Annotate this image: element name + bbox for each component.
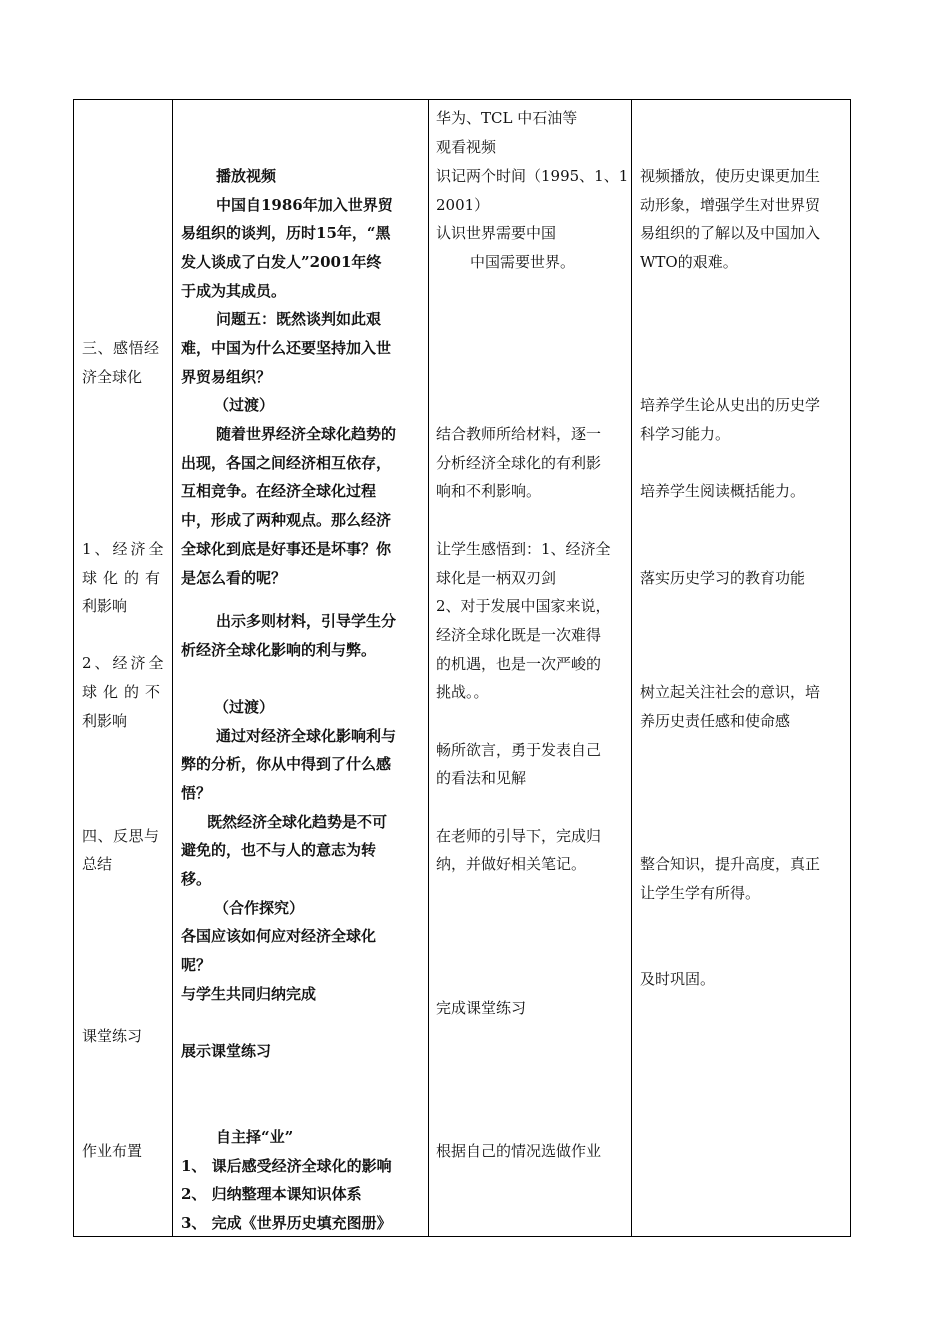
column-divider [428, 100, 429, 1236]
student-activity-line: 根据自己的情况选做作业 [436, 1142, 602, 1160]
teacher-activity-line: 随着世界经济全球化趋势的 [216, 425, 397, 443]
lesson-plan-table [73, 99, 851, 1237]
student-activity-line: 认识世界需要中国 [436, 224, 557, 242]
section-heading: 利影响 [82, 597, 128, 615]
design-intent-line: 让学生学有所得。 [640, 884, 761, 902]
teacher-activity-line: 展示课堂练习 [181, 1042, 272, 1060]
section-heading: 三、感悟经 [82, 339, 160, 357]
section-heading: 2、经济全 [82, 654, 167, 672]
teacher-activity-line: 易组织的谈判，历时15年，“黑 [181, 224, 391, 242]
teacher-activity-line: 悟？ [181, 784, 212, 802]
student-activity-line: 挑战。。 [436, 683, 489, 701]
teacher-activity-line: 出示多则材料，引导学生分 [216, 612, 397, 630]
teacher-activity-line: 与学生共同归纳完成 [181, 985, 317, 1003]
teacher-activity-line: 自主择“业” [216, 1128, 294, 1146]
teacher-activity-line: 发人谈成了白发人”2001年终 [181, 253, 382, 271]
teacher-activity-line: 各国应该如何应对经济全球化 [181, 927, 377, 945]
student-activity-line: 让学生感悟到：1、经济全 [436, 540, 611, 558]
student-activity-line: 华为、TCL 中石油等 [436, 109, 578, 127]
design-intent-line: 科学习能力。 [640, 425, 731, 443]
teacher-activity-line: 3、 完成《世界历史填充图册》 [181, 1214, 392, 1232]
teacher-activity-line: 2、 归纳整理本课知识体系 [181, 1185, 362, 1203]
student-activity-line: 2001） [436, 196, 490, 214]
column-divider [172, 100, 173, 1236]
teacher-activity-line: 难，中国为什么还要坚持加入世 [181, 339, 392, 357]
student-activity-line: 在老师的引导下，完成归 [436, 827, 602, 845]
design-intent-line: 培养学生论从史出的历史学 [640, 396, 821, 414]
student-activity-line: 球化是一柄双刃剑 [436, 569, 557, 587]
teacher-activity-line: 1、 课后感受经济全球化的影响 [181, 1157, 392, 1175]
section-heading: 1、经济全 [82, 540, 167, 558]
student-activity-line: 畅所欲言，勇于发表自己 [436, 741, 602, 759]
section-heading: 济全球化 [82, 368, 143, 386]
section-heading: 四、反思与 [82, 827, 160, 845]
student-activity-line: 完成课堂练习 [436, 999, 527, 1017]
design-intent-line: 养历史责任感和使命感 [640, 712, 791, 730]
teacher-activity-line: 呢？ [181, 956, 212, 974]
teacher-activity-line: 弊的分析，你从中得到了什么感 [181, 755, 392, 773]
student-activity-line: 分析经济全球化的有利影 [436, 454, 602, 472]
design-intent-line: 易组织的了解以及中国加入 [640, 224, 821, 242]
student-activity-line: 2、对于发展中国家来说， [436, 597, 611, 615]
student-activity-line: 的机遇，也是一次严峻的 [436, 655, 602, 673]
student-activity-line: 纳，并做好相关笔记。 [436, 855, 587, 873]
teacher-activity-line: 中国自1986年加入世界贸 [216, 196, 393, 214]
design-intent-line: 培养学生阅读概括能力。 [640, 482, 806, 500]
teacher-activity-line: 问题五：既然谈判如此艰 [216, 310, 382, 328]
teacher-activity-line: 播放视频 [216, 167, 277, 185]
design-intent-line: 树立起关注社会的意识，培 [640, 683, 821, 701]
teacher-activity-line: 是怎么看的呢？ [181, 569, 287, 587]
design-intent-line: 视频播放，使历史课更加生 [640, 167, 821, 185]
teacher-activity-line: 互相竞争。在经济全球化过程 [181, 482, 377, 500]
student-activity-line: 响和不利影响。 [436, 482, 542, 500]
teacher-activity-line: 全球化到底是好事还是坏事？你 [181, 540, 392, 558]
teacher-activity-line: 中，形成了两种观点。那么经济 [181, 511, 392, 529]
column-divider [631, 100, 632, 1236]
student-activity-line: 观看视频 [436, 138, 497, 156]
teacher-activity-line: 避免的，也不与人的意志为转 [181, 841, 377, 859]
teacher-activity-line: （过渡） [214, 698, 275, 716]
teacher-activity-line: （过渡） [214, 396, 275, 414]
teacher-activity-line: 移。 [181, 870, 212, 888]
section-heading: 球化的有 [82, 569, 167, 587]
design-intent-line: 落实历史学习的教育功能 [640, 569, 806, 587]
student-activity-line: 结合教师所给材料，逐一 [436, 425, 602, 443]
student-activity-line: 经济全球化既是一次难得 [436, 626, 602, 644]
section-heading: 利影响 [82, 712, 128, 730]
teacher-activity-line: （合作探究） [214, 899, 305, 917]
teacher-activity-line: 界贸易组织？ [181, 368, 272, 386]
student-activity-line: 识记两个时间（1995、1、1 [436, 167, 629, 185]
section-heading: 作业布置 [82, 1142, 143, 1160]
section-heading: 课堂练习 [82, 1027, 143, 1045]
design-intent-line: 动形象，增强学生对世界贸 [640, 196, 821, 214]
teacher-activity-line: 出现，各国之间经济相互依存， [181, 454, 392, 472]
teacher-activity-line: 既然经济全球化趋势是不可 [207, 813, 388, 831]
student-activity-line: 的看法和见解 [436, 769, 527, 787]
design-intent-line: 及时巩固。 [640, 970, 716, 988]
design-intent-line: 整合知识，提升高度，真正 [640, 855, 821, 873]
section-heading: 总结 [82, 855, 113, 873]
design-intent-line: WTO的艰难。 [640, 253, 738, 271]
teacher-activity-line: 析经济全球化影响的利与弊。 [181, 641, 377, 659]
student-activity-line: 中国需要世界。 [470, 253, 576, 271]
teacher-activity-line: 于成为其成员。 [181, 282, 287, 300]
section-heading: 球化的不 [82, 683, 167, 701]
teacher-activity-line: 通过对经济全球化影响利与 [216, 727, 397, 745]
